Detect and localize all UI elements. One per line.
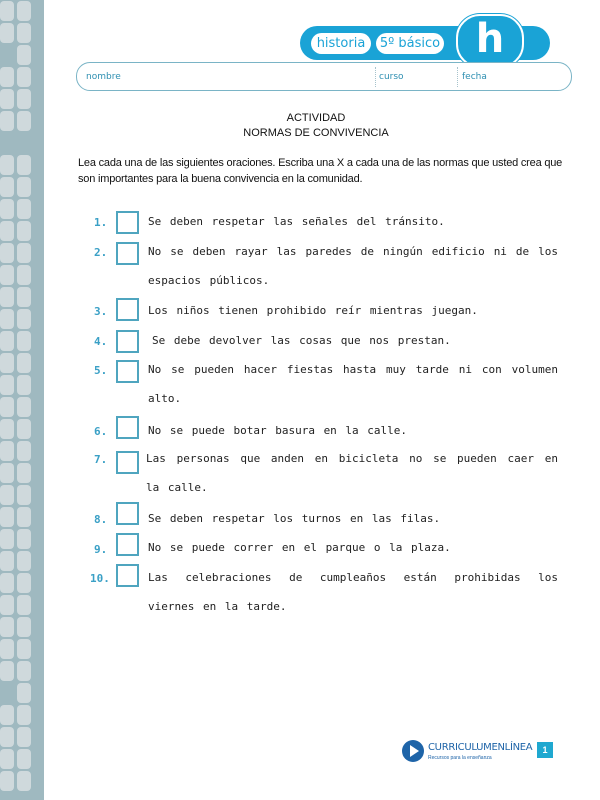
question-text: No se pueden hacer fiestas hasta muy tarde ni con volumen alto. xyxy=(148,363,558,405)
grid-cell xyxy=(0,45,14,65)
question-text: Se deben respetar las señales del tránsito. xyxy=(148,215,445,228)
grid-cell xyxy=(17,551,31,571)
question-number: 7. xyxy=(94,453,108,466)
grid-cell xyxy=(0,683,14,703)
answer-checkbox[interactable] xyxy=(116,360,139,383)
answer-checkbox[interactable] xyxy=(116,416,139,439)
question-text: No se deben rayar las paredes de ningún edificio ni de los espacios públicos. xyxy=(148,245,558,287)
question-number: 3. xyxy=(94,305,108,318)
subject-letter-badge: h xyxy=(456,14,524,68)
answer-checkbox[interactable] xyxy=(116,502,139,525)
grid-cell xyxy=(17,199,31,219)
question-number: 6. xyxy=(94,425,108,438)
grid-cell xyxy=(17,661,31,681)
grid-cell xyxy=(17,67,31,87)
grid-cell xyxy=(0,243,14,263)
question-number: 2. xyxy=(94,246,108,259)
grid-cell xyxy=(17,133,31,153)
question-text: Se debe devolver las cosas que nos prestan. xyxy=(152,334,451,347)
grid-cell xyxy=(0,199,14,219)
date-label: fecha xyxy=(462,72,487,82)
grid-cell xyxy=(0,265,14,285)
grid-cell xyxy=(0,331,14,351)
brand-tagline: Recursos para la enseñanza xyxy=(428,755,492,761)
page-number-badge: 1 xyxy=(537,742,553,758)
grid-cell xyxy=(0,639,14,659)
activity-subtitle: NORMAS DE CONVIVENCIA xyxy=(243,127,389,139)
grid-cell xyxy=(17,771,31,791)
grid-cell xyxy=(0,375,14,395)
grid-cell xyxy=(0,221,14,241)
activity-title: ACTIVIDAD xyxy=(286,112,346,124)
grid-cell xyxy=(0,617,14,637)
grid-cell xyxy=(17,705,31,725)
answer-checkbox[interactable] xyxy=(116,298,139,321)
grid-cell xyxy=(0,485,14,505)
grid-cell xyxy=(17,23,31,43)
grid-cell xyxy=(0,89,14,109)
question-number: 8. xyxy=(94,513,108,526)
grid-cell xyxy=(17,463,31,483)
grid-cell xyxy=(17,727,31,747)
grid-cell xyxy=(17,529,31,549)
grid-cell xyxy=(17,111,31,131)
grid-cell xyxy=(0,23,14,43)
grid-cell xyxy=(17,89,31,109)
question-text: Las personas que anden en bicicleta no se pueden caer en la calle. xyxy=(146,452,558,494)
grid-cell xyxy=(17,441,31,461)
question-number: 10. xyxy=(90,572,110,585)
grid-cell xyxy=(17,419,31,439)
side-decorative-strip xyxy=(0,0,44,800)
grid-cell xyxy=(0,67,14,87)
answer-checkbox[interactable] xyxy=(116,451,139,474)
grid-cell xyxy=(0,749,14,769)
grid-cell xyxy=(17,221,31,241)
grid-cell xyxy=(0,177,14,197)
student-info-field xyxy=(76,62,572,91)
grid-cell xyxy=(17,287,31,307)
grid-cell xyxy=(17,353,31,373)
grid-cell xyxy=(17,617,31,637)
grid-cell xyxy=(17,243,31,263)
question-text: Se deben respetar los turnos en las filas. xyxy=(148,512,441,525)
grid-cell xyxy=(0,309,14,329)
question-number: 1. xyxy=(94,216,108,229)
grid-cell xyxy=(17,639,31,659)
question-number: 9. xyxy=(94,543,108,556)
grid-cell xyxy=(17,375,31,395)
answer-checkbox[interactable] xyxy=(116,564,139,587)
answer-checkbox[interactable] xyxy=(116,211,139,234)
grid-cell xyxy=(17,1,31,21)
grid-cell xyxy=(17,683,31,703)
grid-cell xyxy=(17,485,31,505)
grid-cell xyxy=(17,331,31,351)
question-number: 5. xyxy=(94,364,108,377)
grid-cell xyxy=(0,529,14,549)
divider xyxy=(375,67,376,87)
grid-cell xyxy=(0,397,14,417)
question-text: No se puede correr en el parque o la plaza. xyxy=(148,541,451,554)
answer-checkbox[interactable] xyxy=(116,330,139,353)
grid-cell xyxy=(0,573,14,593)
answer-checkbox[interactable] xyxy=(116,242,139,265)
grid-cell xyxy=(0,463,14,483)
grid-cell xyxy=(0,595,14,615)
side-grid-pattern xyxy=(0,0,44,800)
grid-cell xyxy=(0,727,14,747)
grid-cell xyxy=(0,507,14,527)
grid-cell xyxy=(0,551,14,571)
grid-cell xyxy=(0,1,14,21)
grid-cell xyxy=(0,441,14,461)
grid-cell xyxy=(0,155,14,175)
grid-cell xyxy=(17,309,31,329)
grid-cell xyxy=(0,353,14,373)
grade-pill: 5º básico xyxy=(376,33,444,54)
question-number: 4. xyxy=(94,335,108,348)
grid-cell xyxy=(17,265,31,285)
grid-cell xyxy=(0,705,14,725)
grid-cell xyxy=(17,45,31,65)
grid-cell xyxy=(17,573,31,593)
grid-cell xyxy=(0,771,14,791)
instructions-text: Lea cada una de las siguientes oraciones. Escriba una X a cada una de las normas que usted crea que son importantes para la buena convivencia en la comunidad. xyxy=(78,157,563,185)
grid-cell xyxy=(0,661,14,681)
grid-cell xyxy=(17,155,31,175)
grid-cell xyxy=(17,177,31,197)
divider xyxy=(457,67,458,87)
grid-cell xyxy=(0,133,14,153)
grid-cell xyxy=(17,749,31,769)
question-text: Las celebraciones de cumpleaños están prohibidas los viernes en la tarde. xyxy=(148,571,558,613)
subject-pill: historia xyxy=(311,33,371,54)
grid-cell xyxy=(0,111,14,131)
grid-cell xyxy=(0,419,14,439)
name-label: nombre xyxy=(86,72,121,82)
brand-logo-icon xyxy=(402,740,424,762)
grid-cell xyxy=(17,507,31,527)
question-text: No se puede botar basura en la calle. xyxy=(148,424,408,437)
brand-name: CURRICULUMENLÍNEA xyxy=(428,742,533,753)
grid-cell xyxy=(0,287,14,307)
grid-cell xyxy=(17,595,31,615)
answer-checkbox[interactable] xyxy=(116,533,139,556)
question-text: Los niños tienen prohibido reír mientras juegan. xyxy=(148,304,478,317)
course-label: curso xyxy=(379,72,404,82)
grid-cell xyxy=(17,397,31,417)
